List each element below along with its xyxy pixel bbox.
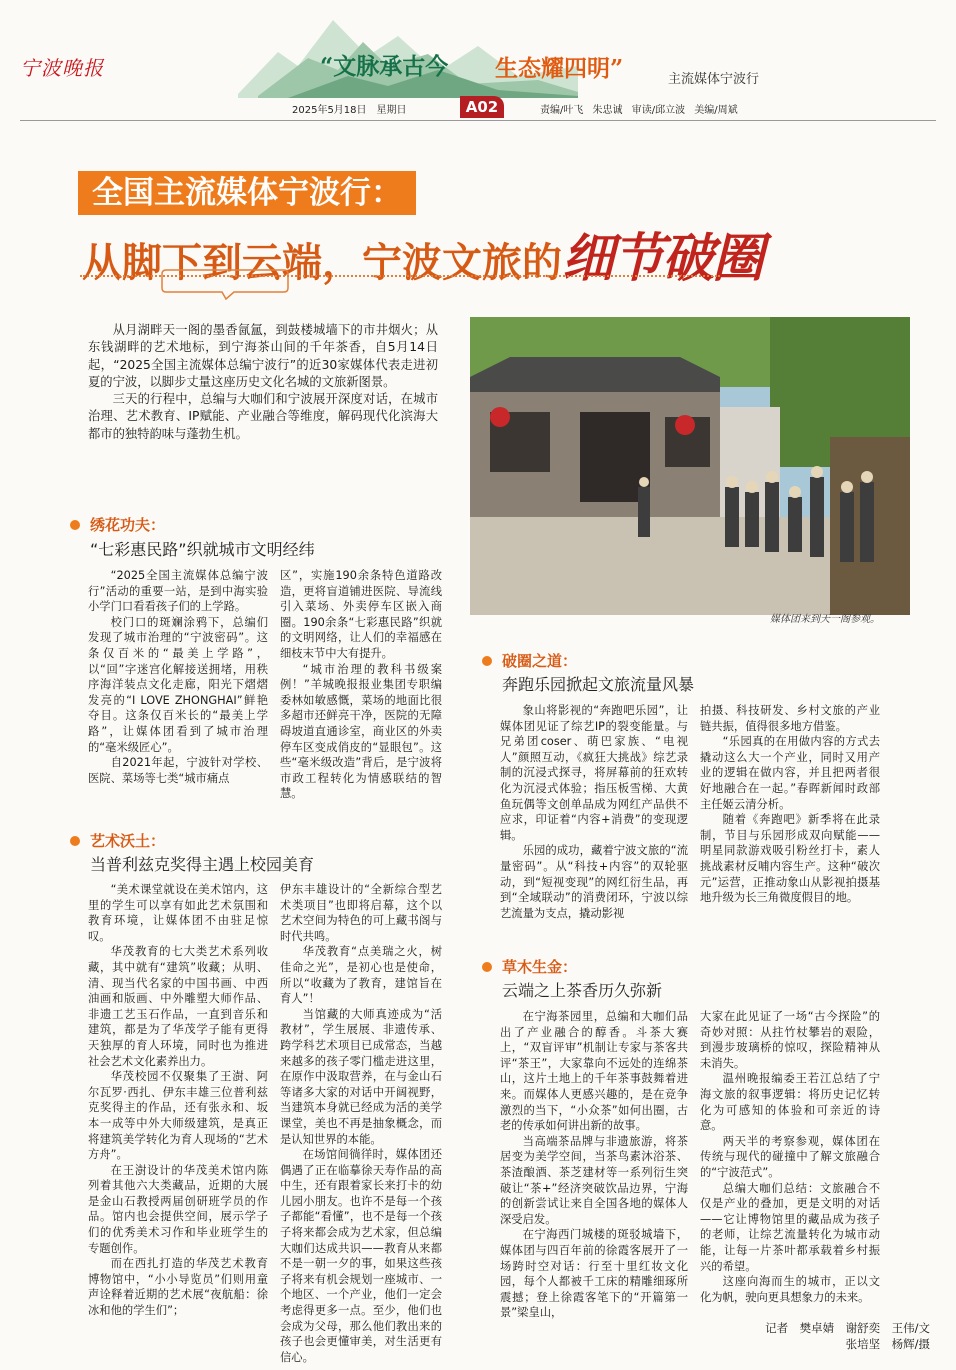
headline-main-text: 从脚下到云端，宁波文旅的 <box>82 240 562 286</box>
paragraph: 华茂教育的七大类艺术系列收藏，其中就有“建筑”收藏；从明、清、现当代名家的中国书画、中西油画和版画、中外雕塑大师作品、非遗工艺玉石作品，一直到音乐和建筑，都是为了华茂学子能有更得天独厚的育人环境，同时也为推进社会艺术文化素养出力。 <box>88 945 268 1068</box>
paragraph: 这座向海而生的城市，正以文化为帆，驶向更具想象力的未来。 <box>700 1275 880 1304</box>
section-4-column-1 <box>500 1009 688 1321</box>
section-bullet <box>482 656 492 666</box>
paragraph: 自2021年起，宁波针对学校、医院、菜场等七类“城市痛点 <box>88 756 268 785</box>
paragraph: 象山将影视的“奔跑吧乐园”，让媒体团见证了综艺IP的裂变能量。与兄弟团coser、萌巴家族、“电视人”颜照互动，《疯狂大挑战》综艺录制的沉浸式探寻，将屏幕前的狂欢转化为沉浸式体验；指压板雪梯、大黄鱼玩偶等文创单品成为网红产品供不应求，印证着“内容+消费”的变现逻辑。 <box>500 704 688 842</box>
section-subtitle-3: 奔跑乐园掀起文旅流量风暴 <box>502 675 695 694</box>
paragraph: “美术课堂就设在美术馆内，这里的学生可以享有如此艺术氛围和教育环境，让媒体团不由驻足惊叹。 <box>88 883 268 943</box>
paragraph: “乐园真的在用做内容的方式去撬动这么大一个产业，同时又用产业的逻辑在做内容，并且把两者很好地融合在一起。”春晖新闻时政部主任姬云清分析。 <box>700 735 880 811</box>
paragraph: 随着《奔跑吧》新季将在此录制，节目与乐园形成双向赋能——明星同款游戏吸引粉丝打卡，素人挑战素材反哺内容生产。这种“破次元”运营，正推动象山从影视拍摄基地升级为长三角微度假目的地。 <box>700 813 880 905</box>
newspaper-logo: 宁波晚报 <box>20 56 104 80</box>
paragraph: 在王澍设计的华茂美术馆内陈列着其他六大类藏品，近期的大展是金山石教授两届创研班学员的作品。馆内也会提供空间，展示学子们的优秀美术习作和毕业班学生的专题创作。 <box>88 1163 268 1255</box>
masthead <box>0 0 956 125</box>
section-bullet <box>70 520 80 530</box>
headline-kicker: 全国主流媒体宁波行： <box>78 171 416 215</box>
news-photo-tianyige <box>470 317 910 615</box>
paragraph: 而在西扎打造的华茂艺术教育博物馆中，“小小导览员”们则用童声诠释着近期的艺术展“夜航船：徐冰和他的学生们”； <box>88 1257 268 1318</box>
section-subtitle-2: 当普利兹克奖得主遇上校园美育 <box>90 855 315 874</box>
section-title-2: 艺术沃土： <box>90 832 166 850</box>
section-subtitle-4: 云端之上茶香历久弥新 <box>502 981 663 1000</box>
photo-caption: 媒体团来到天一阁参观。 <box>770 614 880 625</box>
paragraph: 温州晚报编委王若江总结了宁海文旅的叙事逻辑：将历史记忆转化为可感知的体验和可亲近的诗意。 <box>700 1072 880 1133</box>
paragraph: 在宁海茶园里，总编和大咖们品出了产业融合的醇香。斗茶大赛上，“双盲评审”机制让专家与茶客共评“茶王”，大家靠向不远处的连绵茶山，这片土地上的千年茶事鼓舞着进来。而媒体人更感兴趣的，是在竞争激烈的当下，“小众茶”如何出圈，古老的传承如何讲出新的故事。 <box>500 1010 688 1133</box>
paragraph: 总编大咖们总结：文旅融合不仅是产业的叠加，更是文明的对话——它让博物馆里的藏品成为孩子的老师，让综艺流量转化为城市动能，让每一片茶叶都承载着乡村振兴的希望。 <box>700 1181 880 1273</box>
paragraph: 校门口的斑斓涂鸦下，总编们发现了城市治理的“宁波密码”。这条仅百米的“最美上学路”，以“回”字迷宫化解接送拥堵，用秩序海洋装点文化走廊，阳光下熠熠发亮的“I LOVE ZHONGHAI”鲜艳夺目。这条仅百米长的“最美上学路”，让媒体团看到了城市治理的“毫米级匠心”。 <box>88 615 268 754</box>
section-title-4: 草木生金： <box>502 958 578 976</box>
paragraph: 区”，实施190余条特色道路改造，更将盲道铺进医院、导流线引入菜场、外卖停车区嵌入商圈。190余条“七彩惠民路”织就的文明网络，让人们的幸福感在细枝末节中大有提升。 <box>280 569 442 660</box>
intro-paragraph: 从月湖畔天一阁的墨香氤氲，到鼓楼城墙下的市井烟火；从东钱湖畔的艺术地标，到宁海茶山间的千年茶香，自5月14日起，“2025全国主流媒体总编宁波行”的近30家媒体代表走进初夏的宁波，以脚步丈量这座历史文化名城的文旅新图景。 <box>88 323 438 389</box>
section-2-column-2 <box>280 882 442 1365</box>
paragraph: 伊东丰雄设计的“全新综合型艺术类项目”也即将启幕，这个以艺术空间为特色的可上藏书阁与时代共鸣。 <box>280 883 442 943</box>
editor-credits: 责编/叶飞 朱忠诚 审读/邱立波 美编/周斌 <box>540 105 738 116</box>
section-title-1: 绣花功夫： <box>90 516 166 534</box>
paragraph: 当馆藏的大师真迹成为“活教材”，学生展展、非遗传承、跨学科艺术项目已成常态，当越来越多的孩子零门槛走进这里，在原作中汲取营养，在与金山石等诸多大家的对话中开阔视野，当建筑本身就已经成为活的美学课堂，美也不再是抽象概念，而是认知世界的本能。 <box>280 1007 442 1146</box>
paragraph: 在宁海西门城楼的斑驳城墙下，媒体团与四百年前的徐霞客展开了一场跨时空对话：行至十里红妆文化园，每个人都被千工床的精雕细琢所震撼；登上徐霞客笔下的“开篇第一景”梁皇山， <box>500 1228 688 1320</box>
section-3-column-2 <box>700 703 880 906</box>
series-title-right: 生态耀四明” <box>495 55 624 82</box>
paragraph: 两天半的考察参观，媒体团在传统与现代的碰撞中了解文旅融合的“宁波范式”。 <box>700 1134 880 1179</box>
paragraph: “城市治理的教科书级案例！”羊城晚报报业集团专职编委林如敏感慨，菜场的地面比很多超市还鲜亮干净，医院的无障碍坡道直通诊室，商业区的外卖停车区变成俏皮的“显眼包”。这些“毫米级改造”背后，是宁波将市政工程转化为情感联结的智慧。 <box>280 662 442 801</box>
section-2-column-1 <box>88 882 268 1319</box>
byline: 记者 樊卓婧 谢舒奕 王伟/文 张培坚 杨辉/摄 <box>765 1321 942 1351</box>
intro-paragraph: 三天的行程中，总编与大咖们和宁波展开深度对话，在城市治理、艺术教育、IP赋能、产业融合等维度，解码现代化滨海大都市的独特韵味与蓬勃生机。 <box>88 392 438 441</box>
paragraph: 大家在此见证了一场“古今探险”的奇妙对照：从拄竹杖攀岩的艰险，到漫步玻璃桥的惊叹，探险精神从未消失。 <box>700 1010 880 1070</box>
paragraph: 华茂教育“点美瑞之火，树佳命之光”，是初心也是使命，所以“收藏为了教育，建馆旨在育人”！ <box>280 945 442 1006</box>
section-bullet <box>482 962 492 972</box>
intro-text <box>88 322 438 443</box>
section-title-3: 破圈之道： <box>502 652 578 670</box>
speech-bubble-decoration <box>160 268 290 300</box>
section-subtitle-1: “七彩惠民路”织就城市文明经纬 <box>90 540 315 559</box>
paragraph: 乐园的成功，藏着宁波文旅的“流量密码”。从“科技+内容”的双轮驱动，到“短视变现”的网红衍生品，再到“全域联动”的消费闭环，宁波以综艺流量为支点，撬动影视 <box>500 844 688 920</box>
paragraph: “2025全国主流媒体总编宁波行”活动的重要一站，是到中海实验小学门口看看孩子们的上学路。 <box>88 569 268 614</box>
paragraph: 华茂校园不仅聚集了王澍、阿尔瓦罗·西扎、伊东丰雄三位普利兹克奖得主的作品，还有张永和、坂本一成等中外大师级建筑，是真正将建筑美学转化为育人现场的“艺术方舟”。 <box>88 1070 268 1162</box>
headline-art-text: 细节破圈 <box>562 228 763 289</box>
section-1-column-1 <box>88 568 268 786</box>
section-1-column-2 <box>280 568 442 802</box>
section-4-column-2 <box>700 1009 880 1305</box>
series-subtitle: 主流媒体宁波行 <box>668 72 760 87</box>
paragraph: 当高端茶品牌与非遗旅游，将茶居变为美学空间，当茶鸟素沐浴茶、茶渣酿酒、茶芝建材等一系列衍生突破让“茶+”经济突破饮品边界，宁海的创新尝试让来自全国各地的媒体人深受启发。 <box>500 1134 688 1226</box>
masthead-rule <box>20 120 936 121</box>
dateline: 2025年5月18日 星期日 <box>292 105 407 116</box>
paragraph: 在场馆间徜徉时，媒体团还偶遇了正在临摹徐天寿作品的高中生，还有跟着家长来打卡的幼儿园小朋友。也许不是每一个孩子都能“看懂”，也不是每一个孩子将来都会成为艺术家，但总编大咖们达成共识——教育从来都不是一朝一夕的事，如果这些孩子将来有机会规划一座城市、一个地区、一个产业，他们一定会考虑得更多一点。至少，他们也会成为父母，那么他们教出来的孩子也会更懂审美，对生活更有信心。 <box>280 1148 442 1364</box>
page-number: A02 <box>460 96 504 118</box>
paragraph: 拍摄、科技研发、乡村文旅的产业链共振，值得很多地方借鉴。 <box>700 704 880 733</box>
section-bullet <box>70 836 80 846</box>
section-3-column-1 <box>500 703 688 921</box>
series-title-left: “文脉承古今 <box>320 53 449 80</box>
